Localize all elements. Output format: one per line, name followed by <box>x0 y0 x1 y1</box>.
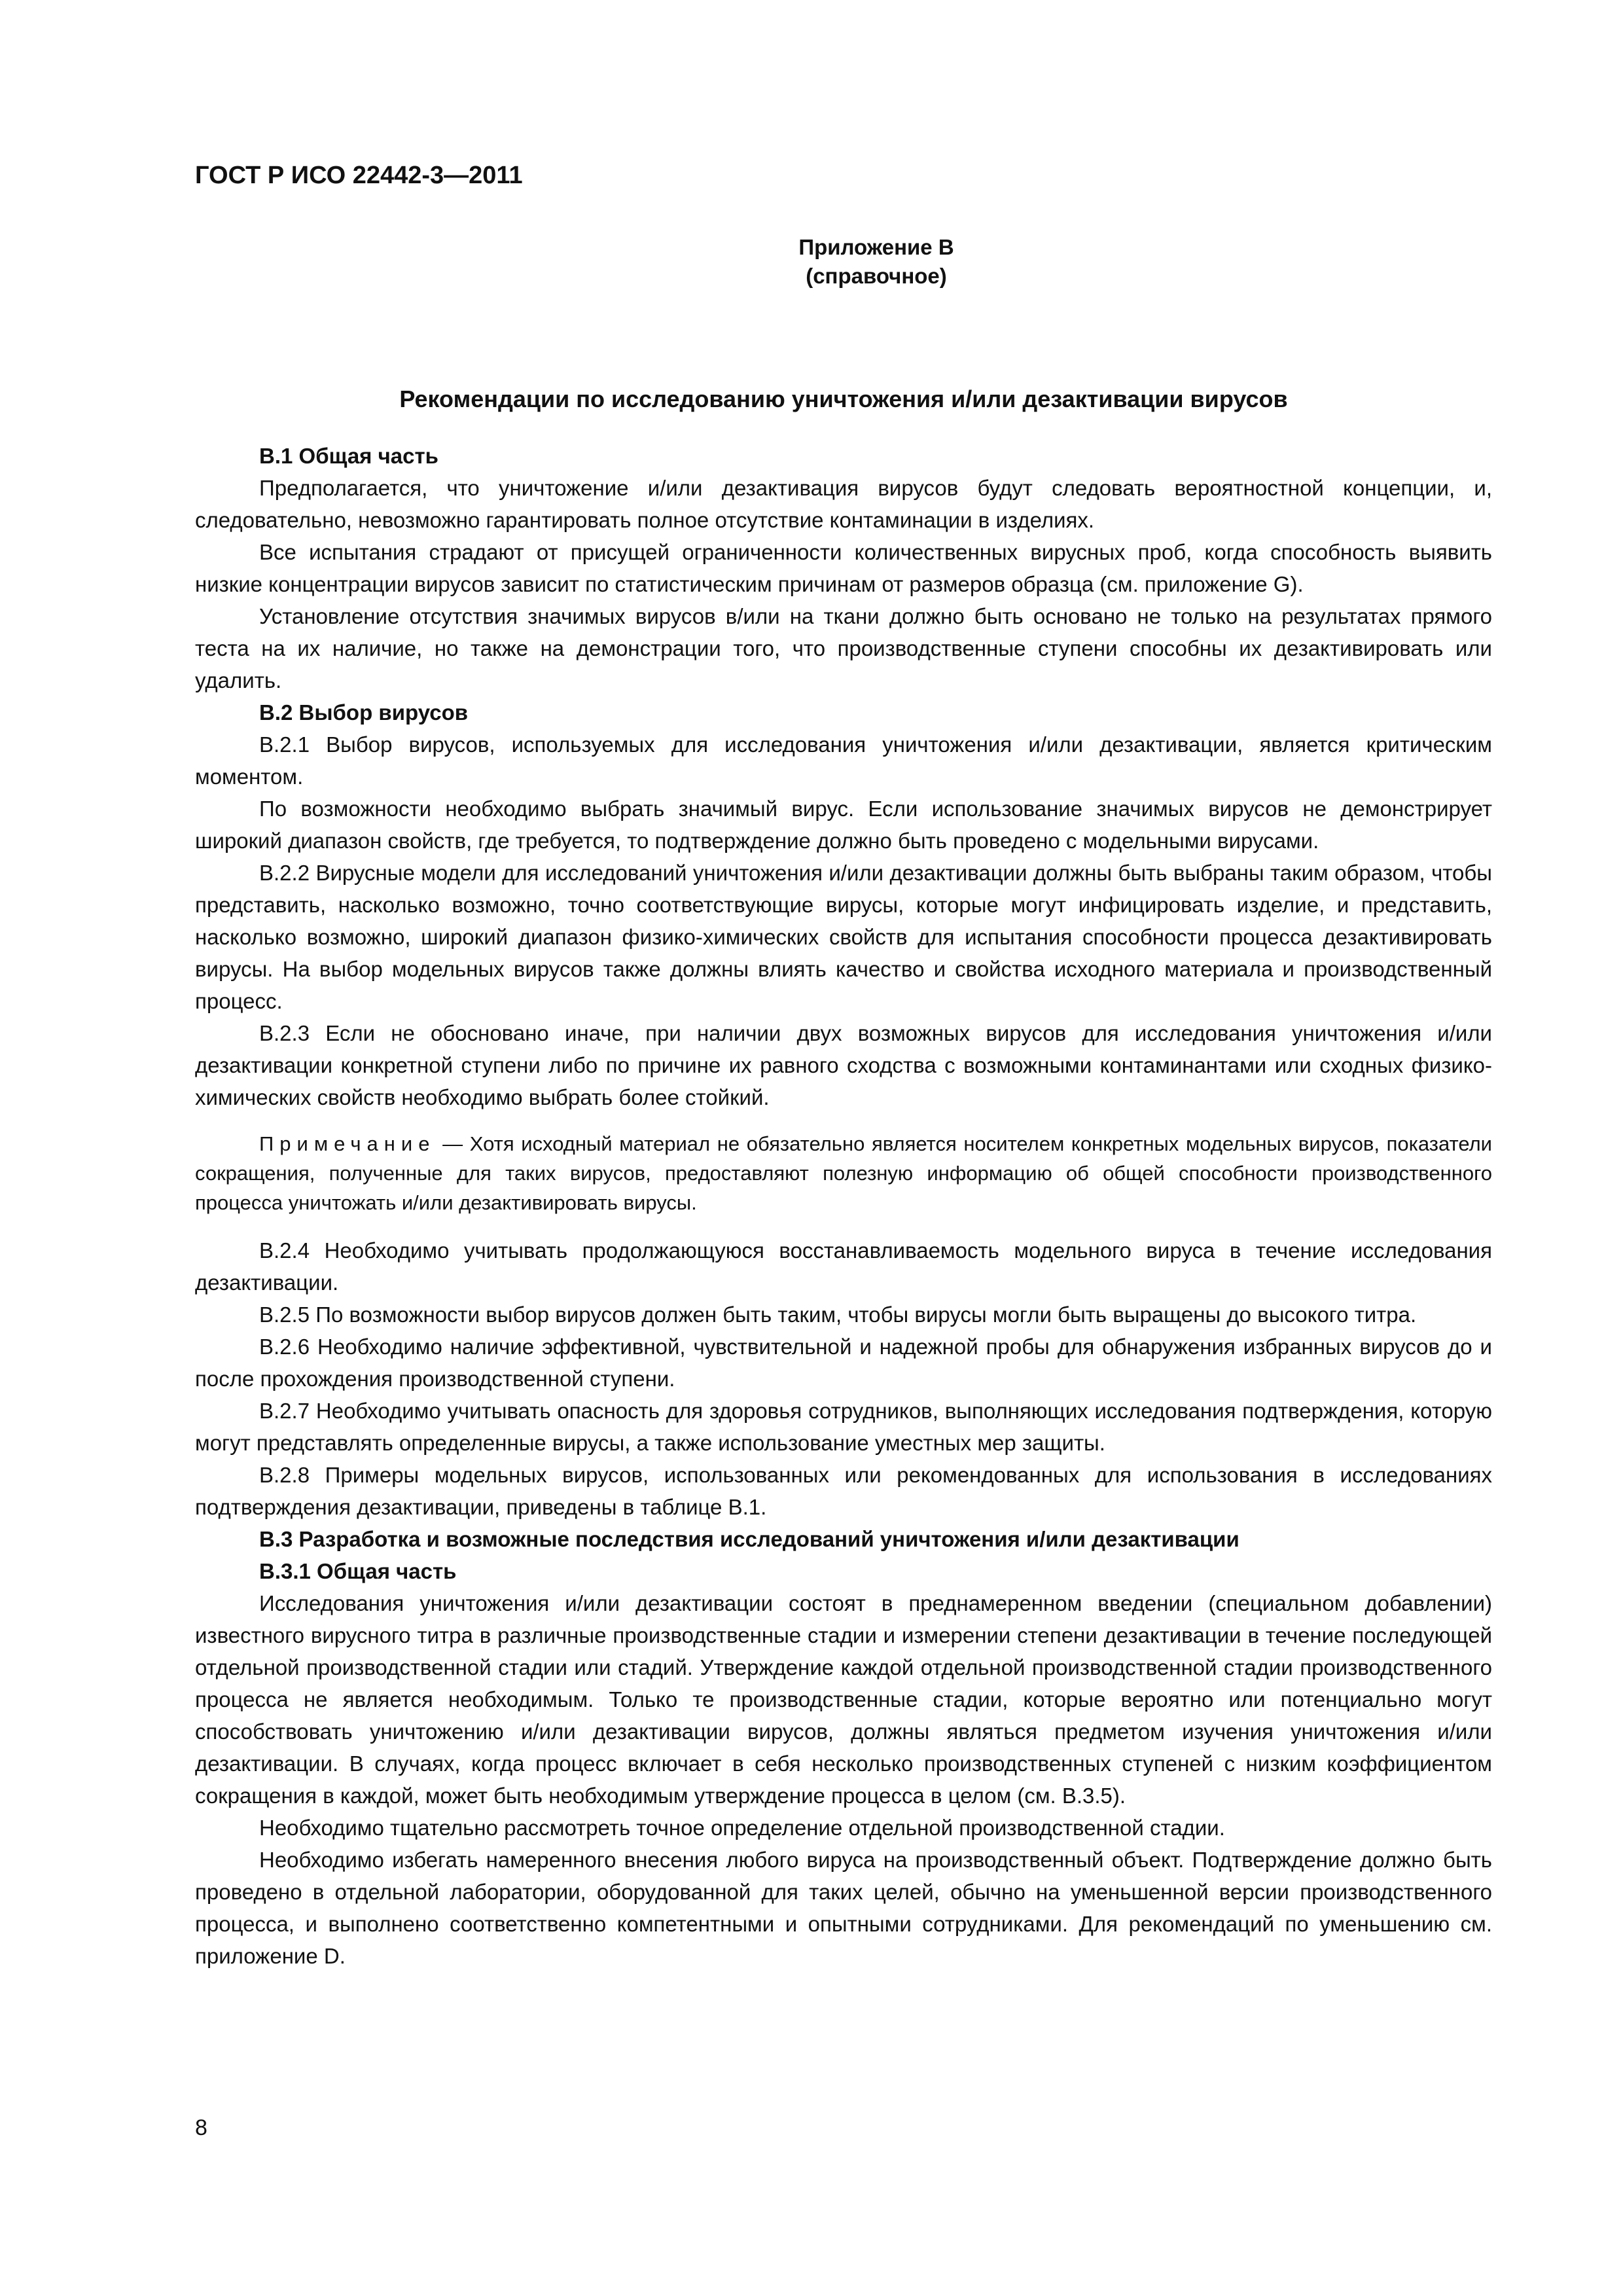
paragraph: В.2.8 Примеры модельных вирусов, использованных или рекомендованных для использования в исследованиях подтверждения дезактивации, приведены в таблице В.1. <box>195 1463 1492 1519</box>
paragraph: В.2.6 Необходимо наличие эффективной, чувствительной и надежной пробы для обнаружения избранных вирусов до и после прохождения производственной ступени. <box>195 1335 1492 1391</box>
paragraph: По возможности необходимо выбрать значимый вирус. Если использование значимых вирусов не демонстрирует широкий диапазон свойств, где требуется, то подтверждение должно быть проведено с модельными вирусами. <box>195 797 1492 853</box>
note-text: — Хотя исходный материал не обязательно является носителем конкретных модельных вирусов, показатели сокращения, полученные для таких вирусов, предоставляют полезную информацию об общей способности производственного процесса уничтожать и/или дезактивировать вирусы. <box>195 1132 1492 1214</box>
paragraph: Необходимо избегать намеренного внесения любого вируса на производственный объект. Подтверждение должно быть проведено в отдельной лаборатории, оборудованной для таких целей, обычно на уменьшенной версии производственного процесса, и выполнено соответственно компетентными и опытными сотрудниками. Для рекомендаций по уменьшению см. приложение D. <box>195 1848 1492 1968</box>
subsection-heading-b3-1: В.3.1 Общая часть <box>259 1559 457 1583</box>
paragraph: В.2.5 По возможности выбор вирусов должен быть таким, чтобы вирусы могли быть выращены до высокого титра. <box>259 1302 1417 1327</box>
section-heading-b3: В.3 Разработка и возможные последствия исследований уничтожения и/или дезактивации <box>259 1527 1240 1551</box>
paragraph: В.2.3 Если не обосновано иначе, при наличии двух возможных вирусов для исследования уничтожения и/или дезактивации конкретной ступени либо по причине их равного сходства с возможными контаминантами или сходных физико-химических свойств необходимо выбрать более стойкий. <box>195 1021 1492 1109</box>
document-page <box>195 161 1492 1972</box>
annex-title: Рекомендации по исследованию уничтожения и/или дезактивации вирусов <box>399 386 1288 412</box>
paragraph: В.2.2 Вирусные модели для исследований уничтожения и/или дезактивации должны быть выбраны таким образом, чтобы представить, насколько возможно, точно соответствующие вирусы, которые могут инфицировать изделие, и представить, насколько возможно, широкий диапазон физико-химических свойств для испытания способности процесса дезактивировать вирусы. На выбор модельных вирусов также должны влиять качество и свойства исходного материала и производственный процесс. <box>195 861 1492 1013</box>
paragraph: Исследования уничтожения и/или дезактивации состоят в преднамеренном введении (специальном добавлении) известного вирусного титра в различные производственные стадии и измерении степени дезактивации в течение последующей отдельной производственной стадии или стадий. Утверждение каждой отдельной производственной стадии производственного процесса не является необходимым. Только те производственные стадии, которые вероятно или потенциально могут способствовать уничтожению и/или дезактивации вирусов, должны являться предметом изучения уничтожения и/или дезактивации. В случаях, когда процесс включает в себя несколько производственных ступеней с низким коэффициентом сокращения в каждой, может быть необходимым утверждение процесса в целом (см. В.3.5). <box>195 1591 1492 1808</box>
annex-type: (справочное) <box>806 264 947 288</box>
document-header: ГОСТ Р ИСО 22442-3—2011 <box>195 162 523 189</box>
section-heading-b1: В.1 Общая часть <box>259 444 438 468</box>
paragraph: В.2.7 Необходимо учитывать опасность для здоровья сотрудников, выполняющих исследования подтверждения, которую могут представлять определенные вирусы, а также использование уместных мер защиты. <box>195 1399 1492 1455</box>
note-label: Примечание <box>259 1132 436 1155</box>
paragraph: Все испытания страдают от присущей ограниченности количественных вирусных проб, когда способность выявить низкие концентрации вирусов зависит по статистическим причинам от размеров образца (см. приложение G). <box>195 540 1492 596</box>
page-number: 8 <box>195 2115 207 2140</box>
annex-label: Приложение В <box>798 235 954 259</box>
note <box>195 1129 1492 1217</box>
paragraph: В.2.1 Выбор вирусов, используемых для исследования уничтожения и/или дезактивации, является критическим моментом. <box>195 732 1492 789</box>
section-heading-b2: В.2 Выбор вирусов <box>259 700 469 725</box>
paragraph: Установление отсутствия значимых вирусов в/или на ткани должно быть основано не только на результатах прямого теста на их наличие, но также на демонстрации того, что производственные ступени способны их дезактивировать или удалить. <box>195 604 1492 692</box>
paragraph: Необходимо тщательно рассмотреть точное определение отдельной производственной стадии. <box>259 1816 1225 1840</box>
paragraph: Предполагается, что уничтожение и/или дезактивация вирусов будут следовать вероятностной концепции, и, следовательно, невозможно гарантировать полное отсутствие контаминации в изделиях. <box>195 476 1492 532</box>
paragraph: В.2.4 Необходимо учитывать продолжающуюся восстанавливаемость модельного вируса в течение исследования дезактивации. <box>195 1238 1492 1295</box>
